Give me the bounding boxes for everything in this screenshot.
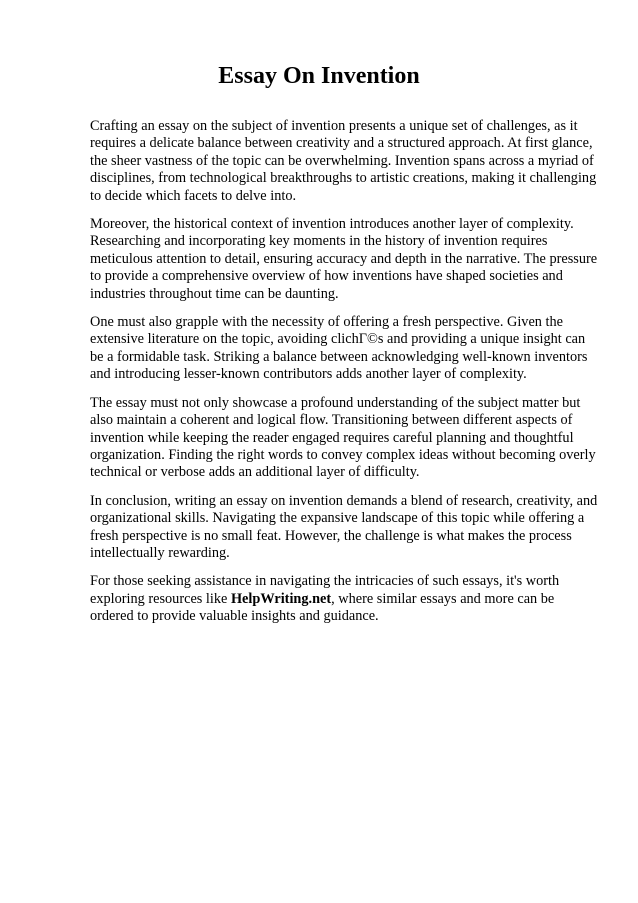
essay-body <box>90 118 600 637</box>
paragraph-1: Crafting an essay on the subject of invention presents a unique set of challenges, as it requires a delicate balance between creativity and a structured approach. At first glance, the sheer vastness of the topic can be overwhelming. Invention spans across a myriad of disciplines, from technological breakthroughs to artistic creations, making it challenging to decide which facets to delve into. <box>90 118 597 204</box>
closing-text-before-link: For those seeking assistance in navigating the intricacies of such essays, it's worth exploring resources like <box>90 573 560 607</box>
paragraph-4: The essay must not only showcase a profound understanding of the subject matter but also maintain a coherent and logical flow. Transitioning between different aspects of invention while keeping the reader engaged requires careful planning and thoughtful organization. Finding the right words to convey complex ideas without becoming overly technical or verbose adds an additional layer of difficulty. <box>90 394 596 481</box>
closing-paragraph <box>90 573 600 625</box>
page-title: Essay On Invention <box>218 63 420 89</box>
closing-text-after-link: , where similar essays and more can be ordered to provide valuable insights and guidance. <box>90 590 555 625</box>
helpwriting-link[interactable]: HelpWriting.net <box>230 590 332 607</box>
paragraph-5: In conclusion, writing an essay on invention demands a blend of research, creativity, and organizational skills. Navigating the expansive landscape of this topic while offering a fresh perspective is no small feat. However, the challenge is what makes the process intellectually rewarding. <box>90 492 598 561</box>
paragraph-3: One must also grapple with the necessity of offering a fresh perspective. Given the extensive literature on the topic, avoiding clichΓ©s and providing a unique insight can be a formidable task. Striking a balance between acknowledging well-known inventors and introducing lesser-known contributors adds another layer of complexity. <box>90 314 588 383</box>
paragraph-2: Moreover, the historical context of invention introduces another layer of complexity. Researching and incorporating key moments in the history of invention requires meticulous attention to detail, ensuring accuracy and depth in the narrative. The pressure to provide a comprehensive overview of how inventions have shaped societies and industries throughout time can be daunting. <box>90 216 598 302</box>
